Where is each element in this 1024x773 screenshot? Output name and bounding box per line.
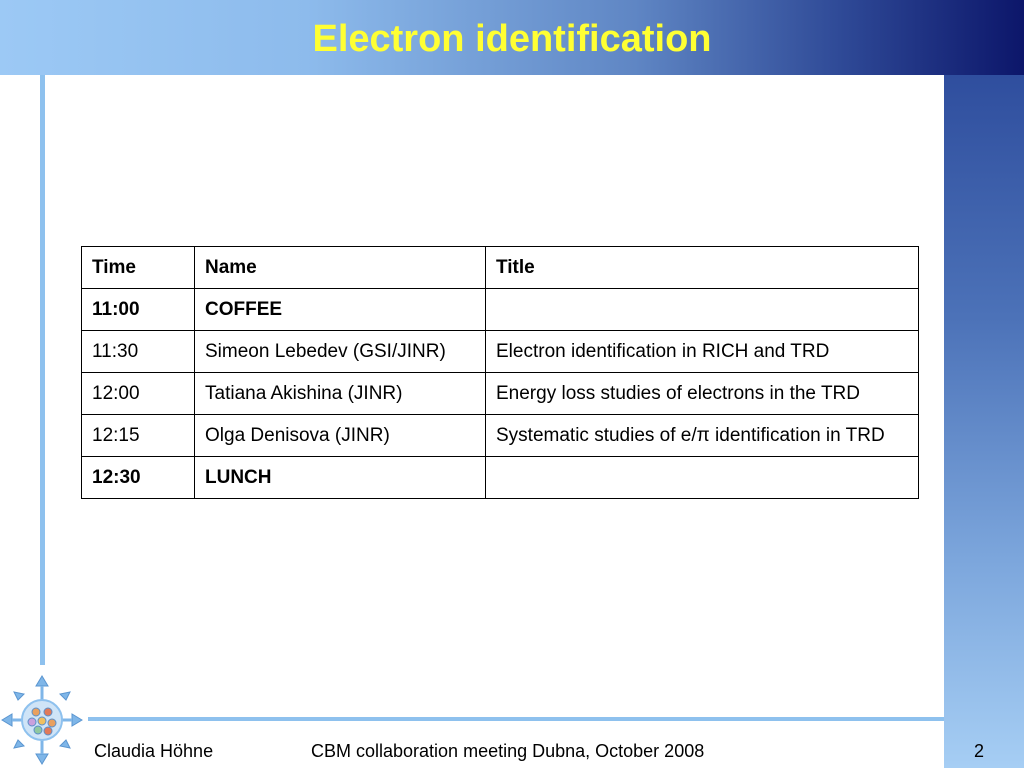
header-title: Title — [486, 247, 919, 289]
cbm-detector-logo-icon — [0, 672, 90, 768]
left-decor-line — [40, 75, 45, 665]
footer-page-number: 2 — [974, 741, 985, 761]
table-row — [82, 415, 919, 457]
cell-name: Olga Denisova (JINR) — [195, 415, 486, 457]
cell-title: Energy loss studies of electrons in the TRD — [486, 373, 919, 415]
footer-author: Claudia Höhne — [94, 741, 214, 761]
schedule-table — [81, 246, 919, 499]
cell-name: COFFEE — [195, 289, 486, 331]
cell-name: Simeon Lebedev (GSI/JINR) — [195, 331, 486, 373]
table-header-row — [82, 247, 919, 289]
table-row — [82, 289, 919, 331]
table-row — [82, 373, 919, 415]
footer-event: CBM collaboration meeting Dubna, October 2008 — [311, 741, 705, 761]
table-row — [82, 331, 919, 373]
table-row — [82, 457, 919, 499]
cell-title — [486, 289, 919, 331]
header-name: Name — [195, 247, 486, 289]
cell-name: Tatiana Akishina (JINR) — [195, 373, 486, 415]
cell-name: LUNCH — [195, 457, 486, 499]
cell-time: 12:30 — [82, 457, 195, 499]
right-decor-bar — [944, 75, 1024, 768]
cell-time: 12:15 — [82, 415, 195, 457]
header-time: Time — [82, 247, 195, 289]
cell-time: 12:00 — [82, 373, 195, 415]
cell-time: 11:30 — [82, 331, 195, 373]
cell-title: Electron identification in RICH and TRD — [486, 331, 919, 373]
cell-time: 11:00 — [82, 289, 195, 331]
cell-title — [486, 457, 919, 499]
cell-title: Systematic studies of e/π identification in TRD — [486, 415, 919, 457]
bottom-decor-line — [88, 717, 944, 721]
slide-title: Electron identification — [312, 18, 712, 60]
